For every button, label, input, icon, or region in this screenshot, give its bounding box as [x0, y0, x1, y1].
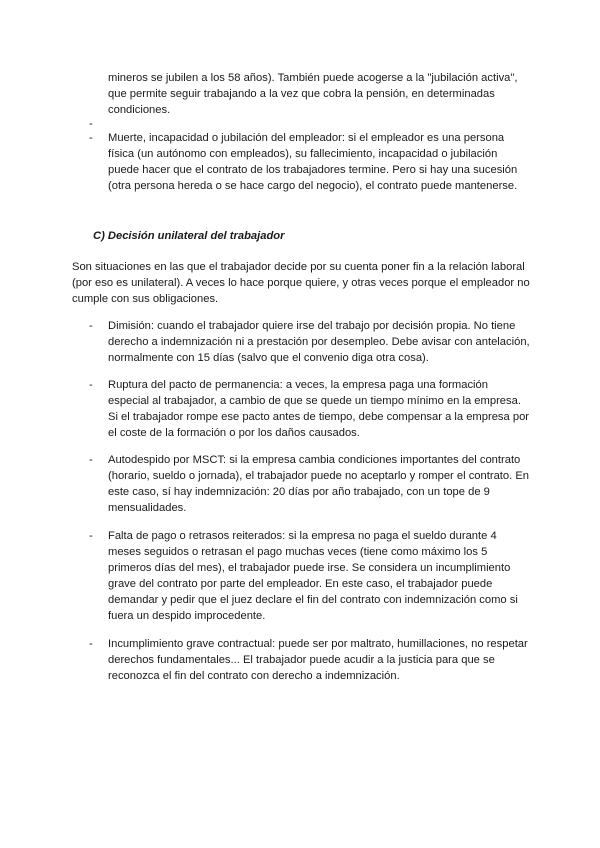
list-item-line: especial al trabajador, a cambio de que se quede un tiempo mínimo en la empresa.: [108, 395, 521, 407]
paragraph-line: física (un autónomo con empleados), su fallecimiento, incapacidad o jubilación: [108, 148, 498, 160]
list-item-line: demandar y pedir que el juez declare el fin del contrato con indemnización como si: [108, 594, 518, 606]
list-item-line: normalmente con 15 días (salvo que el convenio diga otra cosa).: [108, 352, 429, 364]
paragraph-line: Muerte, incapacidad o jubilación del empleador: si el empleador es una persona: [108, 132, 505, 144]
list-item-line: Si el trabajador rompe ese pacto antes de tiempo, debe compensar a la empresa por: [108, 411, 530, 423]
list-item-line: Autodespido por MSCT: si la empresa cambia condiciones importantes del contrato: [108, 454, 521, 466]
paragraph-line: mineros se jubilen a los 58 años). También puede acogerse a la "jubilación activa",: [108, 72, 518, 84]
bullet-dash: -: [89, 530, 93, 542]
paragraph-line: (otra persona hereda o se hace cargo del negocio), el contrato puede mantenerse.: [108, 180, 518, 192]
bullet-dash: -: [89, 320, 93, 332]
intro-line: cumple con sus obligaciones.: [72, 293, 219, 305]
bullet-dash: -: [89, 132, 93, 144]
list-item-line: Ruptura del pacto de permanencia: a veces, la empresa paga una formación: [108, 379, 488, 391]
list-item-line: fuera un despido improcedente.: [108, 610, 266, 622]
list-item-line: Falta de pago o retrasos reiterados: si la empresa no paga el sueldo durante 4: [108, 530, 497, 542]
section-heading: C) Decisión unilateral del trabajador: [93, 230, 285, 242]
list-item-line: mensualidades.: [108, 502, 187, 514]
intro-line: (por eso es unilateral). A veces lo hace porque quiere, y otras veces porque el empleador no: [72, 277, 530, 289]
list-item-line: primeros días del mes), el trabajador puede irse. Se considera un incumplimiento: [108, 562, 511, 574]
bullet-dash: -: [89, 118, 93, 130]
list-item-line: grave del contrato por parte del empleador. En este caso, el trabajador puede: [108, 578, 493, 590]
intro-line: Son situaciones en las que el trabajador decide por su cuenta poner fin a la relación laboral: [72, 261, 525, 273]
bullet-dash: -: [89, 379, 93, 391]
list-item-line: derechos fundamentales... El trabajador puede acudir a la justicia para que se: [108, 654, 495, 666]
bullet-dash: -: [89, 454, 93, 466]
paragraph-line: que permite seguir trabajando a la vez que cobra la pensión, en determinadas: [108, 88, 495, 100]
list-item-line: este caso, sí hay indemnización: 20 días por año trabajado, con un tope de 9: [108, 486, 490, 498]
list-item-line: el coste de la formación o por los daños causados.: [108, 427, 360, 439]
paragraph-line: condiciones.: [108, 104, 171, 116]
list-item-line: (horario, sueldo o jornada), el trabajador puede no aceptarlo y romper el contrato. En: [108, 470, 530, 482]
list-item-line: derecho a indemnización ni a prestación por desempleo. Debe avisar con antelación,: [108, 336, 530, 348]
list-item-line: meses seguidos o retrasan el pago muchas veces (tiene como máximo los 5: [108, 546, 488, 558]
list-item-line: Dimisión: cuando el trabajador quiere irse del trabajo por decisión propia. No tiene: [108, 320, 516, 332]
list-item-line: reconozca el fin del contrato con derecho a indemnización.: [108, 670, 400, 682]
bullet-dash: -: [89, 638, 93, 650]
list-item-line: Incumplimiento grave contractual: puede ser por maltrato, humillaciones, no respetar: [108, 638, 528, 650]
paragraph-line: puede hacer que el contrato de los trabajadores termine. Pero si hay una sucesión: [108, 164, 518, 176]
